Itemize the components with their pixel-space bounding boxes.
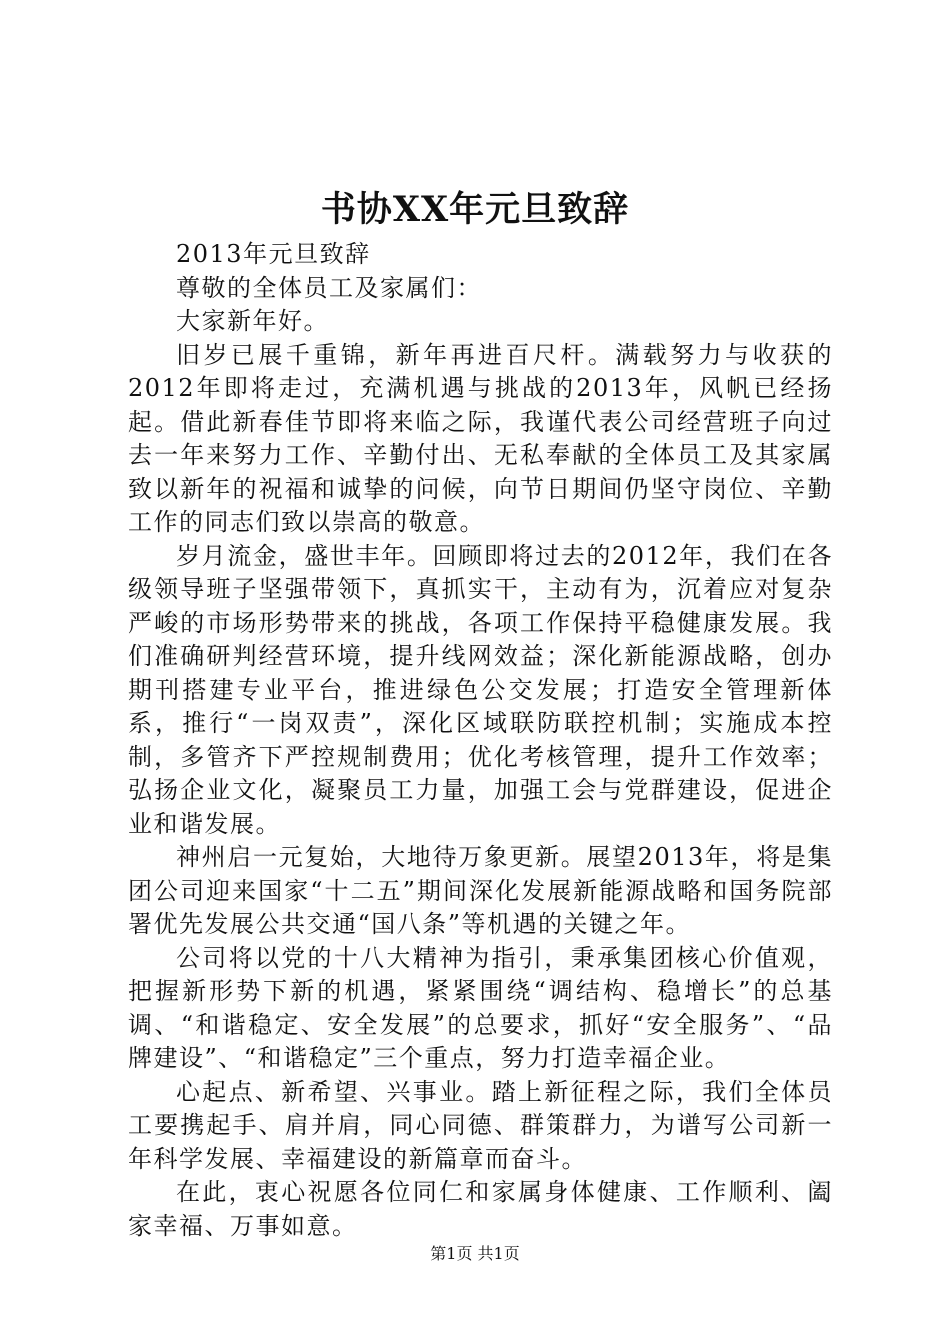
document-title: 书协XX年元旦致辞 xyxy=(320,189,630,230)
paragraph-greeting: 大家新年好。 xyxy=(176,307,329,335)
page-footer: 第1页 共1页 xyxy=(430,1244,520,1263)
paragraph: 心起点、新希望、兴事业。踏上新征程之际，我们全体员工要携起手、肩并肩，同心同德、群策群力，为谱写公司新一年科学发展、幸福建设的新篇章而奋斗。 xyxy=(128,1077,833,1173)
paragraph: 公司将以党的十八大精神为指引，秉承集团核心价值观，把握新形势下新的机遇，紧紧围绕“调结构、稳增长”的总基调、“和谐稳定、安全发展”的总要求，抓好“安全服务”、“品牌建设”、“和谐稳定”三个重点，努力打造幸福企业。 xyxy=(128,943,833,1072)
document-body xyxy=(128,238,833,1243)
paragraph-subtitle: 2013年元旦致辞 xyxy=(176,240,371,268)
paragraph: 旧岁已展千重锦，新年再进百尺杆。满载努力与收获的2012年即将走过，充满机遇与挑战的2013年，风帆已经扬起。借此新春佳节即将来临之际，我谨代表公司经营班子向过去一年来努力工作、辛勤付出、无私奉献的全体员工及其家属致以新年的祝福和诚挚的问候，向节日期间仍坚守岗位、辛勤工作的同志们致以崇高的敬意。 xyxy=(128,340,833,536)
paragraph: 岁月流金，盛世丰年。回顾即将过去的2012年，我们在各级领导班子坚强带领下，真抓实干，主动有为，沉着应对复杂严峻的市场形势带来的挑战，各项工作保持平稳健康发展。我们准确研判经营环境，提升线网效益；深化新能源战略，创办期刊搭建专业平台，推进绿色公交发展；打造安全管理新体系，推行“一岗双责”，深化区域联防联控机制；实施成本控制，多管齐下严控规制费用；优化考核管理，提升工作效率；弘扬企业文化，凝聚员工力量，加强工会与党群建设，促进企业和谐发展。 xyxy=(128,541,833,838)
paragraph: 神州启一元复始，大地待万象更新。展望2013年，将是集团公司迎来国家“十二五”期间深化发展新能源战略和国务院部署优先发展公共交通“国八条”等机遇的关键之年。 xyxy=(128,843,833,938)
paragraph-salutation: 尊敬的全体员工及家属们： xyxy=(176,273,482,302)
paragraph-closing: 在此，衷心祝愿各位同仁和家属身体健康、工作顺利、阖家幸福、万事如意。 xyxy=(128,1178,833,1240)
